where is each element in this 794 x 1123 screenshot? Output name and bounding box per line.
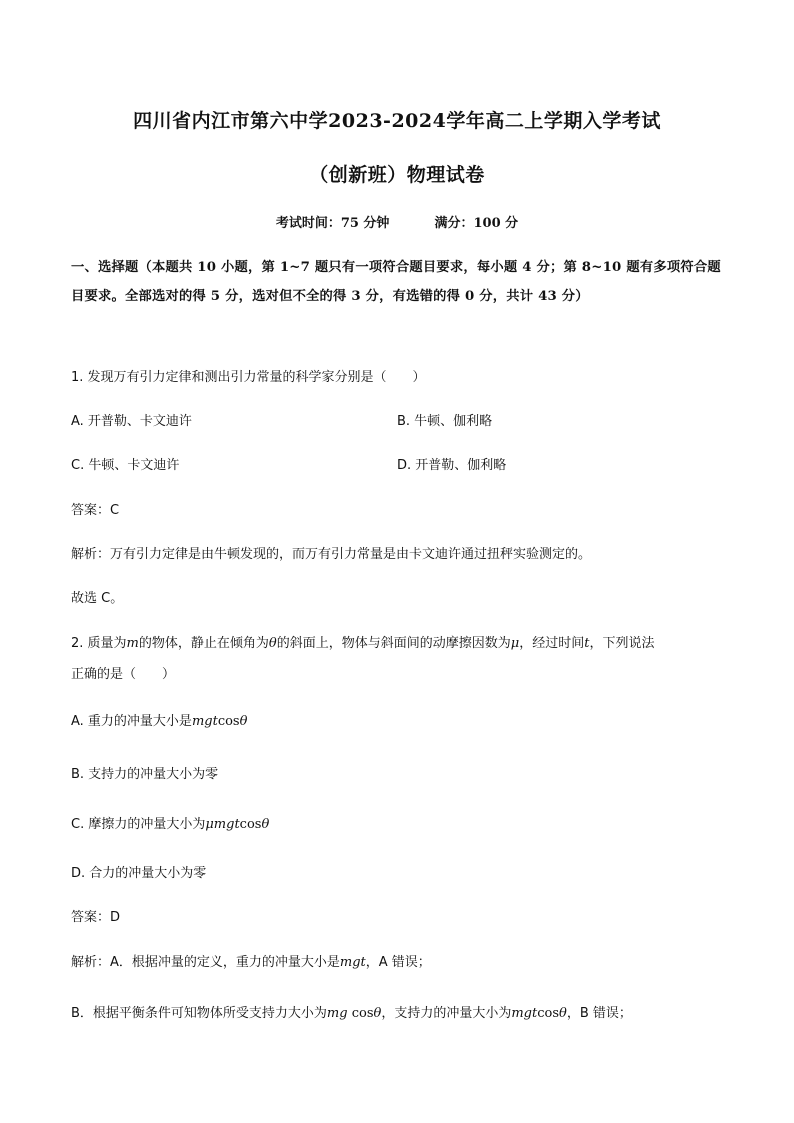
- math-t: t: [584, 636, 590, 651]
- section-heading: 一、选择题（本题共 10 小题，第 1~7 题只有一项符合题目要求，每小题 4 分；第 8~10 题有多项符合题目要求。全部选对的得 5 分，选对但不全的得 3 分，有选错的得 0 分，共计 43 分）: [71, 260, 721, 304]
- q1-answer: 答案：C: [71, 503, 120, 518]
- full-score: 满分：100 分: [434, 216, 519, 231]
- q1-option-d: D. 开普勒、伽利略: [397, 458, 507, 473]
- q2-option-a: A. 重力的冲量大小是mgtcosθ: [71, 714, 248, 729]
- question-2-stem-line2: 正确的是（ ）: [71, 667, 176, 682]
- q1-conclusion: 故选 C。: [71, 591, 124, 606]
- q1-option-a: A. 开普勒、卡文迪许: [71, 414, 192, 429]
- q2-option-b: B. 支持力的冲量大小为零: [71, 767, 219, 782]
- q2-analysis-a: 解析：A．根据冲量的定义，重力的冲量大小是mgt，A 错误；: [71, 955, 431, 970]
- q1-analysis: 解析：万有引力定律是由牛顿发现的，而万有引力常量是由卡文迪许通过扭秤实验测定的。: [71, 547, 592, 562]
- q2-answer: 答案：D: [71, 910, 121, 925]
- page-title: 四川省内江市第六中学2023-2024学年高二上学期入学考试: [133, 110, 661, 132]
- q2-analysis-b: B．根据平衡条件可知物体所受支持力大小为mg cosθ，支持力的冲量大小为mgtcosθ，B 错误；: [71, 1006, 632, 1021]
- exam-meta: [0, 212, 794, 231]
- math-theta: θ: [268, 636, 277, 651]
- question-2-stem: 2. 质量为m的物体，静止在倾角为θ的斜面上，物体与斜面间的动摩擦因数为μ，经过时间t，下列说法: [71, 636, 655, 651]
- math-mu: μ: [510, 636, 520, 651]
- exam-time: 考试时间：75 分钟: [275, 216, 390, 231]
- question-1-stem: 1. 发现万有引力定律和测出引力常量的科学家分别是（ ）: [71, 370, 426, 385]
- q2-option-c: C. 摩擦力的冲量大小为μmgtcosθ: [71, 817, 270, 832]
- math-m: m: [126, 636, 139, 651]
- q1-option-b: B. 牛顿、伽利略: [397, 414, 493, 429]
- page-subtitle: （创新班）物理试卷: [309, 164, 485, 186]
- q2-option-d: D. 合力的冲量大小为零: [71, 866, 207, 881]
- q1-option-c: C. 牛顿、卡文迪许: [71, 458, 180, 473]
